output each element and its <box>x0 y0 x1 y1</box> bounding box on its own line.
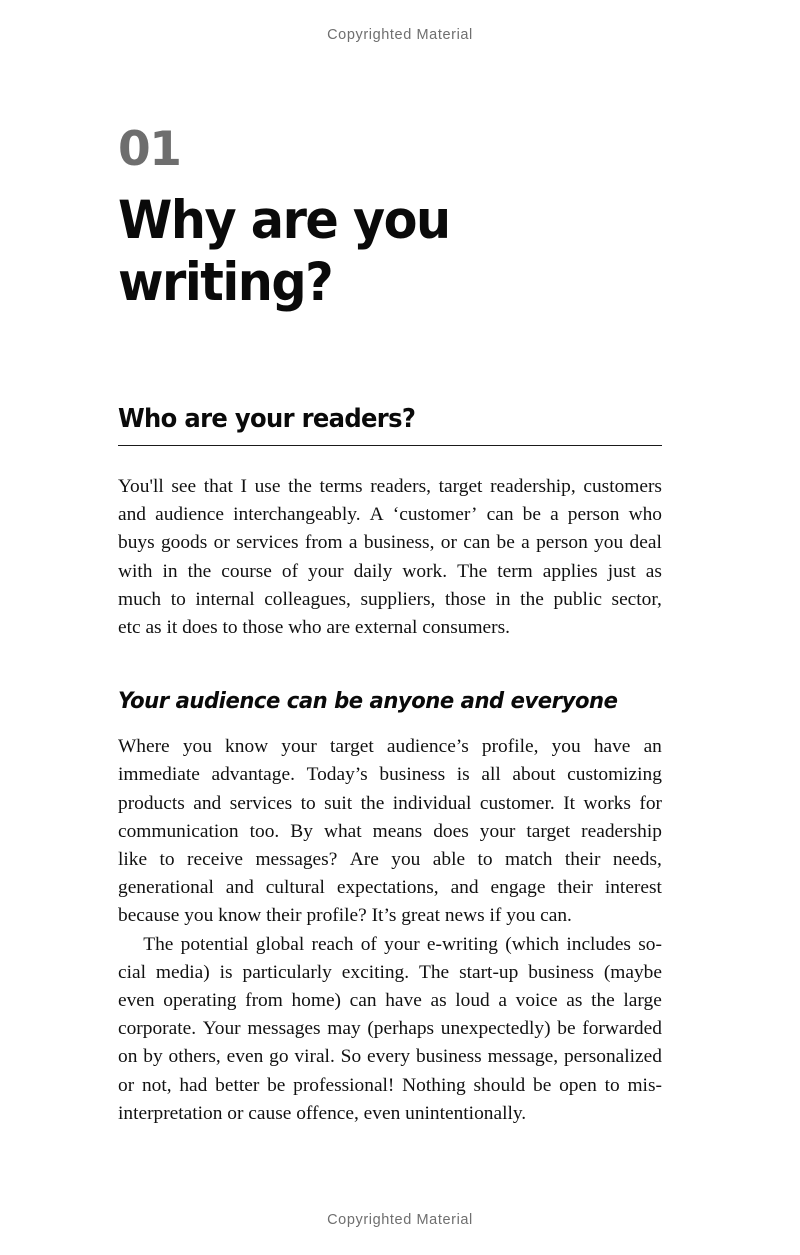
word: I <box>240 476 247 497</box>
text-line <box>118 586 662 614</box>
word: applies <box>542 560 598 582</box>
word: engage <box>490 877 546 899</box>
section-your-audience <box>118 687 662 1128</box>
text-line <box>118 473 662 501</box>
word: A <box>369 504 384 526</box>
word: customer. <box>479 792 555 814</box>
word: to <box>477 849 493 871</box>
word: the <box>591 990 615 1012</box>
word: in <box>162 560 178 582</box>
text-line <box>118 501 662 529</box>
text-line <box>118 529 662 557</box>
word: advantage. <box>211 764 295 786</box>
word: who <box>628 504 662 526</box>
word: is <box>219 961 233 983</box>
word: terms <box>319 476 363 497</box>
word: the <box>288 476 312 497</box>
word: services <box>229 792 293 814</box>
word: By <box>290 820 313 842</box>
word: e-writing <box>426 933 498 955</box>
word: interest <box>604 877 662 899</box>
word: work. <box>402 560 448 582</box>
text-line <box>118 987 662 1015</box>
word: have <box>593 736 631 758</box>
word: The <box>419 961 450 983</box>
word: deal <box>629 532 662 554</box>
word: and <box>118 504 146 526</box>
word: be <box>522 504 541 526</box>
word: and <box>225 877 254 899</box>
word: too. <box>249 820 280 842</box>
word: a <box>498 990 507 1012</box>
word: corporate. <box>118 1018 197 1040</box>
word: personalized <box>563 1046 662 1068</box>
word: that <box>203 476 233 497</box>
text-line: because you know their profile? It’s great news if you can. <box>118 905 572 927</box>
word: from <box>245 990 283 1012</box>
word: from <box>304 532 343 554</box>
word: your <box>479 820 516 842</box>
word: their <box>564 849 601 871</box>
word: forwarded <box>582 1018 662 1040</box>
word: audience’s <box>386 736 469 758</box>
word: works <box>583 792 631 814</box>
word: the <box>360 792 385 814</box>
word: (perhaps <box>367 1018 435 1040</box>
word: means <box>372 820 423 842</box>
word: your <box>384 933 420 955</box>
word: target <box>438 476 483 497</box>
word: like <box>118 849 148 871</box>
word: sector, <box>611 588 662 610</box>
word: start-up <box>459 961 519 983</box>
word: all <box>481 764 501 786</box>
word: in <box>495 588 511 610</box>
word: mis- <box>627 1074 662 1096</box>
word: person <box>567 504 620 526</box>
word: customers <box>583 476 662 497</box>
word: what <box>323 820 362 842</box>
word: reach <box>311 933 354 955</box>
word: cial <box>118 961 146 983</box>
word: immediate <box>118 764 200 786</box>
word: had <box>179 1074 208 1096</box>
word: global <box>255 933 305 955</box>
text-line <box>118 931 662 959</box>
word: see <box>171 476 197 497</box>
word: operating <box>163 990 237 1012</box>
word: individual <box>392 792 472 814</box>
body-paragraph <box>118 733 662 930</box>
word: is <box>456 764 470 786</box>
word: even <box>118 990 155 1012</box>
word: or <box>118 1074 135 1096</box>
subsection-heading: Your audience can be anyone and everyone <box>118 688 618 715</box>
word: services <box>236 532 299 554</box>
word: interchangeably. <box>233 504 361 526</box>
word: (maybe <box>603 961 662 983</box>
text-line: interpretation or cause offence, even unintentionally. <box>118 1102 527 1124</box>
word: messages <box>247 1018 321 1040</box>
word: to <box>300 792 316 814</box>
word: a <box>550 504 559 526</box>
word: target <box>526 820 571 842</box>
word: term <box>497 560 533 582</box>
word: readership <box>581 820 662 842</box>
text-line <box>118 761 662 789</box>
word: suppliers, <box>360 588 436 610</box>
word: colleagues, <box>264 588 351 610</box>
word: viral. <box>294 1046 335 1068</box>
chapter-title-line-2: writing? <box>118 252 333 313</box>
body-paragraph <box>118 473 662 642</box>
word: readers, <box>370 476 432 497</box>
word: business <box>528 961 594 983</box>
word: have <box>385 990 422 1012</box>
word: generational <box>118 877 214 899</box>
word: for <box>639 792 662 814</box>
word: go <box>269 1046 289 1068</box>
word: can <box>463 532 491 554</box>
text-line <box>118 790 662 818</box>
word: your <box>308 560 344 582</box>
word: buys <box>118 532 155 554</box>
word: ‘customer’ <box>392 504 478 526</box>
word: business <box>379 764 446 786</box>
word: be <box>496 532 515 554</box>
word: suit <box>324 792 353 814</box>
word: and <box>450 877 479 899</box>
word: person <box>536 532 588 554</box>
section-who-are-your-readers <box>118 404 662 642</box>
word: target <box>329 736 374 758</box>
word: their <box>557 877 593 899</box>
word: not, <box>141 1074 172 1096</box>
word: expectations, <box>336 877 439 899</box>
word: even <box>226 1046 264 1068</box>
word: the <box>520 588 544 610</box>
word: loud <box>455 990 490 1012</box>
word: receive <box>187 849 244 871</box>
word: much <box>118 588 162 610</box>
chapter-title-line-1: Why are you <box>118 190 450 251</box>
word: particularly <box>242 961 332 983</box>
word: those <box>444 588 486 610</box>
word: with <box>118 560 153 582</box>
text-line <box>118 558 662 586</box>
text-line <box>118 1043 662 1071</box>
word: so- <box>638 933 662 955</box>
word: the <box>187 560 212 582</box>
word: use <box>254 476 281 497</box>
word: audience <box>155 504 225 526</box>
word: So <box>340 1046 362 1068</box>
word: as <box>430 990 447 1012</box>
word: readership, <box>490 476 576 497</box>
word: The <box>457 560 488 582</box>
word: to <box>170 588 186 610</box>
word: open <box>559 1074 597 1096</box>
text-line <box>118 959 662 987</box>
word: better <box>215 1074 260 1096</box>
word: able <box>432 849 466 871</box>
word: potential <box>180 933 249 955</box>
word: unexpectedly) <box>440 1018 551 1040</box>
word: exciting. <box>341 961 410 983</box>
word: cultural <box>265 877 325 899</box>
word: as <box>566 990 583 1012</box>
word: you <box>182 736 212 758</box>
word: home) <box>291 990 342 1012</box>
word: message, <box>487 1046 559 1068</box>
word: business, <box>363 532 435 554</box>
spacer <box>118 715 662 733</box>
word: your <box>281 736 317 758</box>
word: internal <box>195 588 255 610</box>
text-line <box>118 1015 662 1043</box>
word: of <box>360 933 377 955</box>
word: know <box>225 736 269 758</box>
text-line <box>118 818 662 846</box>
text-line <box>118 846 662 874</box>
word: every <box>367 1046 411 1068</box>
word: It <box>563 792 576 814</box>
word: of <box>281 560 299 582</box>
word: Your <box>202 1018 241 1040</box>
running-foot: Copyrighted Material <box>327 1212 473 1228</box>
text-column <box>118 404 662 1128</box>
word: customizing <box>567 764 662 786</box>
word: includes <box>566 933 631 955</box>
word: or <box>440 532 457 554</box>
word: just <box>607 560 636 582</box>
word: be <box>267 1074 286 1096</box>
word: on <box>118 1046 138 1068</box>
spacer <box>118 642 662 687</box>
word: about <box>512 764 556 786</box>
word: daily <box>353 560 393 582</box>
word: a <box>521 532 530 554</box>
word: communication <box>118 820 239 842</box>
word: be <box>557 1018 576 1040</box>
word: can <box>349 990 377 1012</box>
word: Where <box>118 736 170 758</box>
word: you <box>391 849 421 871</box>
word: does <box>433 820 469 842</box>
word: can <box>486 504 514 526</box>
word: Nothing <box>402 1074 466 1096</box>
word: an <box>643 736 662 758</box>
text-line: etc as it does to those who are external consumers. <box>118 617 510 639</box>
word: professional! <box>293 1074 395 1096</box>
word: voice <box>515 990 558 1012</box>
text-line <box>118 733 662 761</box>
word: profile, <box>481 736 539 758</box>
word: you <box>594 532 624 554</box>
word: as <box>645 560 662 582</box>
word: Are <box>349 849 379 871</box>
word: be <box>533 1074 552 1096</box>
word: You'll <box>118 476 164 497</box>
word: messages? <box>255 849 338 871</box>
word: course <box>221 560 272 582</box>
text-line <box>118 874 662 902</box>
word: should <box>473 1074 526 1096</box>
word: products <box>118 792 185 814</box>
word: and <box>193 792 222 814</box>
word: a <box>348 532 358 554</box>
word: by <box>143 1046 163 1068</box>
word: or <box>213 532 230 554</box>
chapter-title <box>118 190 639 314</box>
word: others, <box>168 1046 221 1068</box>
chapter-number: 01 <box>118 122 181 177</box>
heading-rule <box>118 445 662 446</box>
word: business <box>415 1046 482 1068</box>
body-paragraph <box>118 931 662 1128</box>
word: to <box>604 1074 620 1096</box>
word: to <box>159 849 175 871</box>
word: goods <box>160 532 208 554</box>
word: public <box>553 588 602 610</box>
word: Today’s <box>306 764 368 786</box>
word: (which <box>505 933 560 955</box>
word: large <box>623 990 662 1012</box>
running-head: Copyrighted Material <box>327 27 473 43</box>
word: you <box>551 736 581 758</box>
text-line <box>118 1072 662 1100</box>
word: needs, <box>612 849 662 871</box>
word: The <box>143 933 174 955</box>
word: match <box>505 849 553 871</box>
word: may <box>327 1018 361 1040</box>
word: media) <box>155 961 210 983</box>
section-heading: Who are your readers? <box>118 404 416 434</box>
